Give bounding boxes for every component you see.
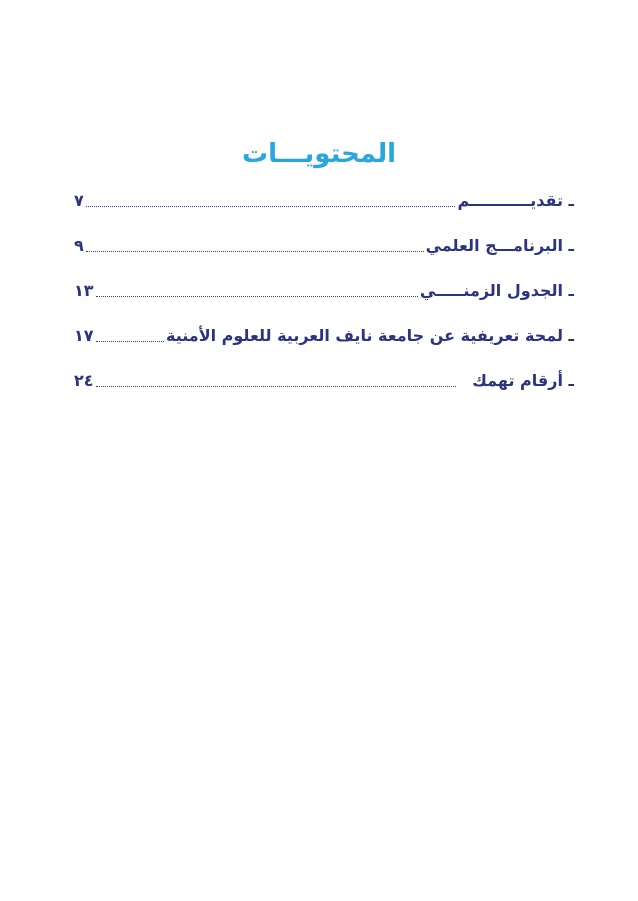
dot-leader — [96, 296, 418, 297]
toc-entry-page-number: ٧ — [74, 191, 84, 210]
toc-entry-scientific-program[interactable] — [74, 233, 574, 257]
toc-entry-label: ـ أرقام تهمك — [472, 371, 574, 390]
toc-entry-timetable[interactable] — [74, 278, 574, 302]
toc-entry-introduction[interactable] — [74, 188, 574, 212]
toc-entry-page-number: ٢٤ — [74, 371, 94, 390]
toc-entry-label: ـ الجدول الزمنـــــي — [419, 281, 574, 300]
toc-entry-page-number: ٩ — [74, 236, 84, 255]
dot-leader — [86, 206, 456, 207]
toc-entry-university-overview[interactable] — [74, 323, 574, 347]
toc-entry-label: ـ البرنامـــج العلمي — [425, 236, 574, 255]
page-title: المحتويـــات — [241, 139, 397, 169]
toc-entry-label: ـ لمحة تعريفية عن جامعة نايف العربية للعلوم الأمنية — [166, 326, 574, 345]
table-of-contents — [74, 188, 574, 413]
toc-entry-important-numbers[interactable] — [74, 368, 574, 392]
toc-entry-page-number: ١٧ — [74, 326, 94, 345]
dot-leader — [86, 251, 424, 252]
toc-entry-page-number: ١٣ — [74, 281, 94, 300]
dot-leader — [96, 341, 164, 342]
toc-entry-label: ـ تقديـــــــــــم — [457, 191, 574, 210]
dot-leader — [96, 386, 457, 387]
